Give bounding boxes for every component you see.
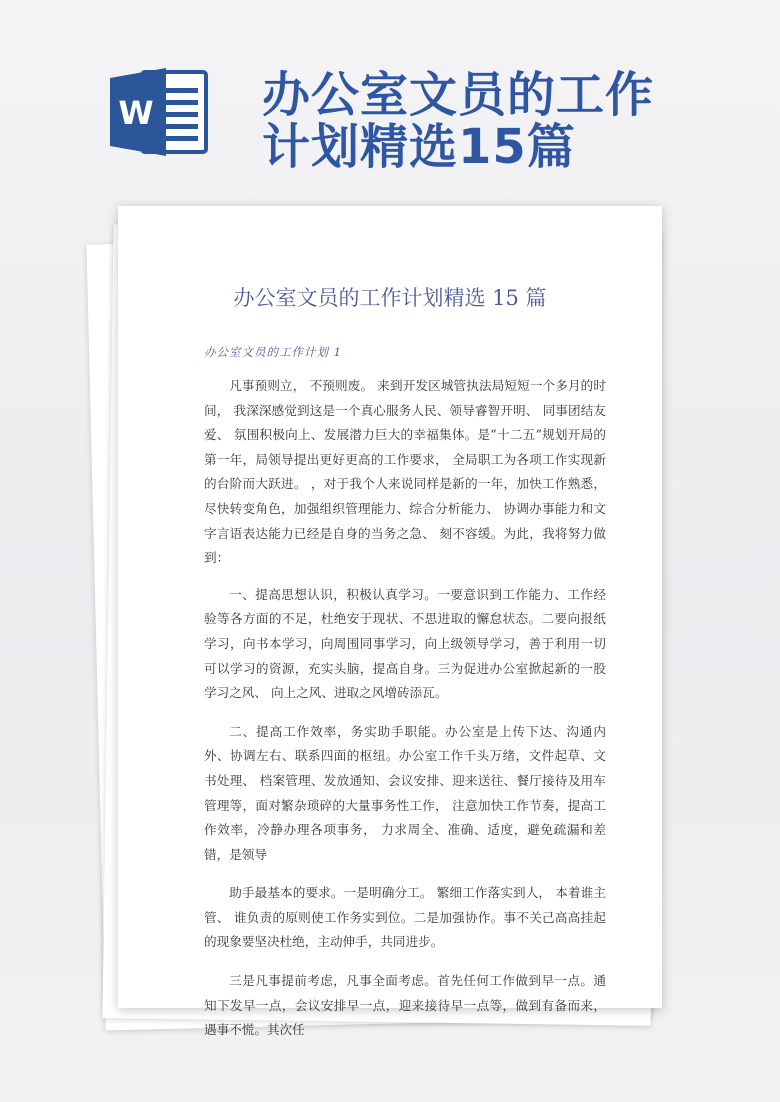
page-title-line-1: 办公室文员的工作	[262, 67, 655, 123]
page-title-line-2: 计划精选15篇	[262, 119, 576, 175]
paragraph: 一、提高思想认识，积极认真学习。一要意识到工作能力、工作经验等各方面的不足，杜绝安于现状、不思进取的懈怠状态。二要向报纸学习，向书本学习，向周围同事学习，向上级领导学习，善于利用一切可以学习的资源，充实头脑，提高自身。三为促进办公室掀起新的一股学习之风、 向上之风、进取之风增砖添瓦。	[204, 586, 606, 701]
paragraph: 凡事预则立， 不预则废。 来到开发区城管执法局短短一个多月的时间， 我深深感觉到这是一个真心服务人民、领导睿智开明、 同事团结友爱、 氛围积极向上、发展潜力巨大的幸福集体。是“十二五”规划开局的第一年，局领导提出更好更高的工作要求， 全局职工为各项工作实现新的台阶而大跃进。 ，对于我个人来说同样是新的一年，加快工作熟悉，尽快转变角色，加强组织管理能力、综合分析能力、 协调办事能力和文字言语表达能力已经是自身的当务之急、 刻不容缓。为此，我将努力做到：	[204, 378, 606, 566]
paragraph: 助手最基本的要求。一是明确分工。 繁细工作落实到人， 本着谁主管、 谁负责的原则使工作务实到位。二是加强协作。事不关己高高挂起的现象要坚决杜绝，主动伸手，共同进步。	[204, 885, 606, 950]
document-title: 办公室文员的工作计划精选 15 篇	[233, 286, 547, 310]
word-icon-letter: W	[118, 94, 154, 132]
section-heading: 办公室文员的工作计划 1	[204, 345, 342, 359]
paragraph: 三是凡事提前考虑，凡事全面考虑。首先任何工作做到早一点。通知下发早一点，会议安排早一点，迎来接待早一点等，做到有备而来， 遇事不慌。其次任	[204, 973, 606, 1038]
paragraph: 二、提高工作效率，务实助手职能。办公室是上传下达、沟通内外、协调左右、联系四面的枢纽。办公室工作千头万绪，文件起草、文书处理、 档案管理、发放通知、会议安排、迎来送往、餐厅接待及用车管理等，面对繁杂琐碎的大量事务性工作， 注意加快工作节奏，提高工作效率，冷静办理各项事务， 力求周全、准确、适度，避免疏漏和差错，是领导	[204, 723, 606, 862]
document-body	[204, 374, 606, 1057]
word-document-icon	[108, 66, 210, 158]
document-page	[118, 206, 662, 1038]
